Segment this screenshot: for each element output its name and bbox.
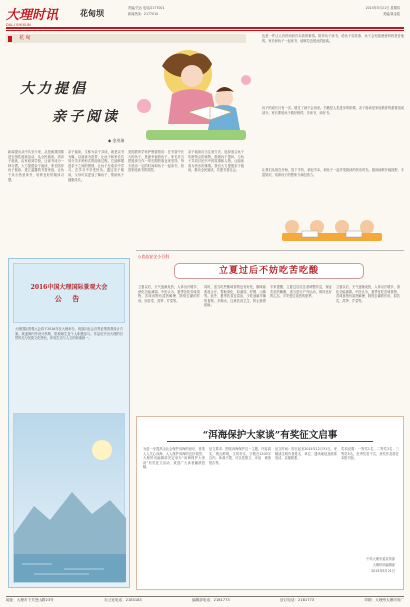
footer-rule [6, 596, 404, 597]
contest-rule [167, 441, 373, 442]
feature-body-col-3: 美国教育学家萨鲁德曾说：在书香中长大的孩子，是最幸福的孩子。家长应当把阅读当作一项长期的事业来坚持，每天抽出一定的时间和孩子一起读书，营造家庭读书的氛围。 [128, 150, 184, 173]
children-reading-illustration [272, 215, 392, 243]
feature-right-col-2: 孩子的成长只有一次，错过了就不会再来。书籍是人类进步的阶梯，亲子阅读是家庭教育的重要组成部分。家长要给孩子做好榜样，多读书，读好书。 [262, 106, 404, 115]
feature-right-col-3: 让我们从现在开始，放下手机，拿起书本，和孩子一起享受阅读的快乐时光。阅读能够开阔视野，丰富知识，培养孩子的想象力和创造力。 [262, 168, 404, 177]
contest-headline: “洱海保护大家谈”有奖征文启事 [202, 430, 338, 441]
footer [6, 598, 404, 603]
subsection-label: 花 甸 [19, 35, 31, 41]
feature-title-1: 大力提倡 [20, 81, 88, 97]
header-designer: 美编/龚金铭 [382, 12, 400, 16]
contest-col-3: 征文时间：即日起至2015年12月31日。来稿请注明作者姓名、单位、通讯地址及联系电话，以便联系。 [275, 447, 337, 461]
feature-body-col-2: 亲子阅读，又称为亲子共读，就是以书为媒，以阅读为纽带，让孩子和家长共同分享多种形式的阅读过程。它能够增进亲子之间的感情，让孩子在欢乐中学习，在学习中享受快乐。通过亲子阅读，父母可以更加了解孩子，帮助孩子健康成长。 [68, 150, 124, 182]
feature-right-col-1: 也是一件让人有时间回归本真的事情。陪伴孩子读书，给孩子讲故事，孩子会知道爸爸妈妈是爱他的。家长和孩子一起读书，能够拉近彼此的距离。 [262, 34, 404, 43]
notice-title: 2016中国大理国际景观大会 [30, 284, 108, 291]
food-safety-label: ◇食品安全小百科 [138, 254, 170, 259]
header-date: 2015年5月21日 星期四 [365, 6, 400, 10]
essay-contest-notice [136, 416, 404, 590]
footer-address: 地址：大理市下关苍山路23号 [6, 598, 54, 602]
notice-header-panel [13, 263, 125, 323]
contest-date: 2015年5月21日 [371, 569, 395, 573]
footer-printer: 印刷：大理州大理印务厂 [364, 598, 404, 602]
food-safety-col-2: 同时，适当吃些酸味食物也有好处，酸味能收敛止汗，帮助消化，如番茄、柠檬、山楂等。此外，夏季饮食宜清淡，少吃油腻辛辣的食物，多喝水，注意饮食卫生，防止肠胃疾病。 [204, 285, 266, 308]
footer-subscription-phone: 征订电话：2181773 [280, 598, 315, 602]
footer-editorial-phone: 编辑部电话：2181773 [192, 598, 230, 602]
feature-byline: ◆ 金茂瑞 [108, 138, 125, 143]
notice-body: 大理国际景观大会将于2016年在大理举办，现面向社会各界征集景观设计方案。欢迎海内外设计机构、院校师生及个人积极参与。作品应突出大理的自然风光与民族文化特色，体现生态与人文的和谐统一。 [15, 327, 123, 341]
contest-col-1: 为进一步提高全社会保护洱海的意识，营造人人关心洱海、人人保护洱海的良好氛围，大理时讯编辑部决定举办“洱海保护大家谈”有奖征文活动，欢迎广大读者踊跃投稿。 [143, 447, 205, 470]
contest-col-4: 奖项设置：一等奖1名，二等奖3名，三等奖5名，优秀奖若干名，获奖作品将在本报刊登。 [341, 447, 399, 461]
section-title: 花甸坝 [80, 8, 104, 18]
mother-child-reading-illustration [132, 46, 258, 148]
landscape-conference-notice [8, 258, 130, 588]
header-info-editor: 责编/关运 电话/2177001 [128, 6, 165, 10]
food-safety-col-3: 专家提醒，立夏过后应注意调整作息，保证充足的睡眠，适当进行户外运动，保持良好的心态，平安度过炎热的夏季。 [270, 285, 332, 299]
subsection-bar [6, 34, 246, 43]
header-rule-thin [6, 30, 404, 31]
header-info-hotline: 新闻热线：2177010 [128, 12, 159, 16]
food-safety-headline-box [174, 263, 364, 279]
contest-col-2: 征文要求：围绕洱海保护这一主题，内容真实，观点鲜明，文风朴实，字数在1500字以内。体裁不限，可以是散文、评论、调查报告等。 [209, 447, 271, 465]
food-safety-headline: 立夏过后不妨吃苦吃酸 [218, 266, 319, 276]
feature-title-2: 亲子阅读 [52, 109, 120, 125]
food-safety-article [136, 250, 404, 410]
contest-signature-1: 中共大理市委宣传部 [366, 557, 395, 561]
food-safety-col-1: 立夏以后，天气逐渐炎热，人体出汗增多，消化功能减弱。中医认为，夏季宜吃苦味食物，苦味食物有清热解暑、除烦去燥的作用，如苦瓜、莴笋、芹菜等。 [138, 285, 200, 303]
feature-body-col-1: 新闻提出从中共至少来，从是就我国推进全国性阅读活动，从全民阅读，到亲子阅读，由家庭到学校，让读书成为一种习惯。大力提倡亲子阅读，家长陪伴孩子阅读，建立温馨的书香家庭，让孩子从小热爱读书，培养良好的阅读习惯。 [8, 150, 64, 182]
red-square-icon [8, 36, 12, 42]
header-rule [6, 27, 404, 29]
contest-signature-2: 大理时讯编辑部 [372, 563, 395, 567]
notice-subtitle: 公 告 [54, 294, 84, 303]
food-safety-col-4: 立夏以后，天气逐渐炎热，人体出汗增多，消化功能减弱。中医认为，夏季宜吃苦味食物，苦味食物有清热解暑、除烦去燥的作用，如苦瓜、莴笋、芹菜等。 [336, 285, 400, 303]
logo-subtitle: DALI SHIXUN [6, 23, 31, 27]
lake-landscape-image [13, 413, 125, 583]
masthead-logo [6, 4, 76, 27]
logo-text: 大理时讯 [6, 8, 59, 23]
footer-office-phone: 办公室电话：2183183 [104, 598, 142, 602]
feature-body-col-4: 亲子阅读应当注意方法，选择适合孩子年龄特点的读物，鼓励孩子提问，与孩子共同讨论书中的故事和人物，让阅读成为快乐的事情。我们大力提倡亲子阅读，推动全民阅读，共建书香社会。 [188, 150, 244, 173]
